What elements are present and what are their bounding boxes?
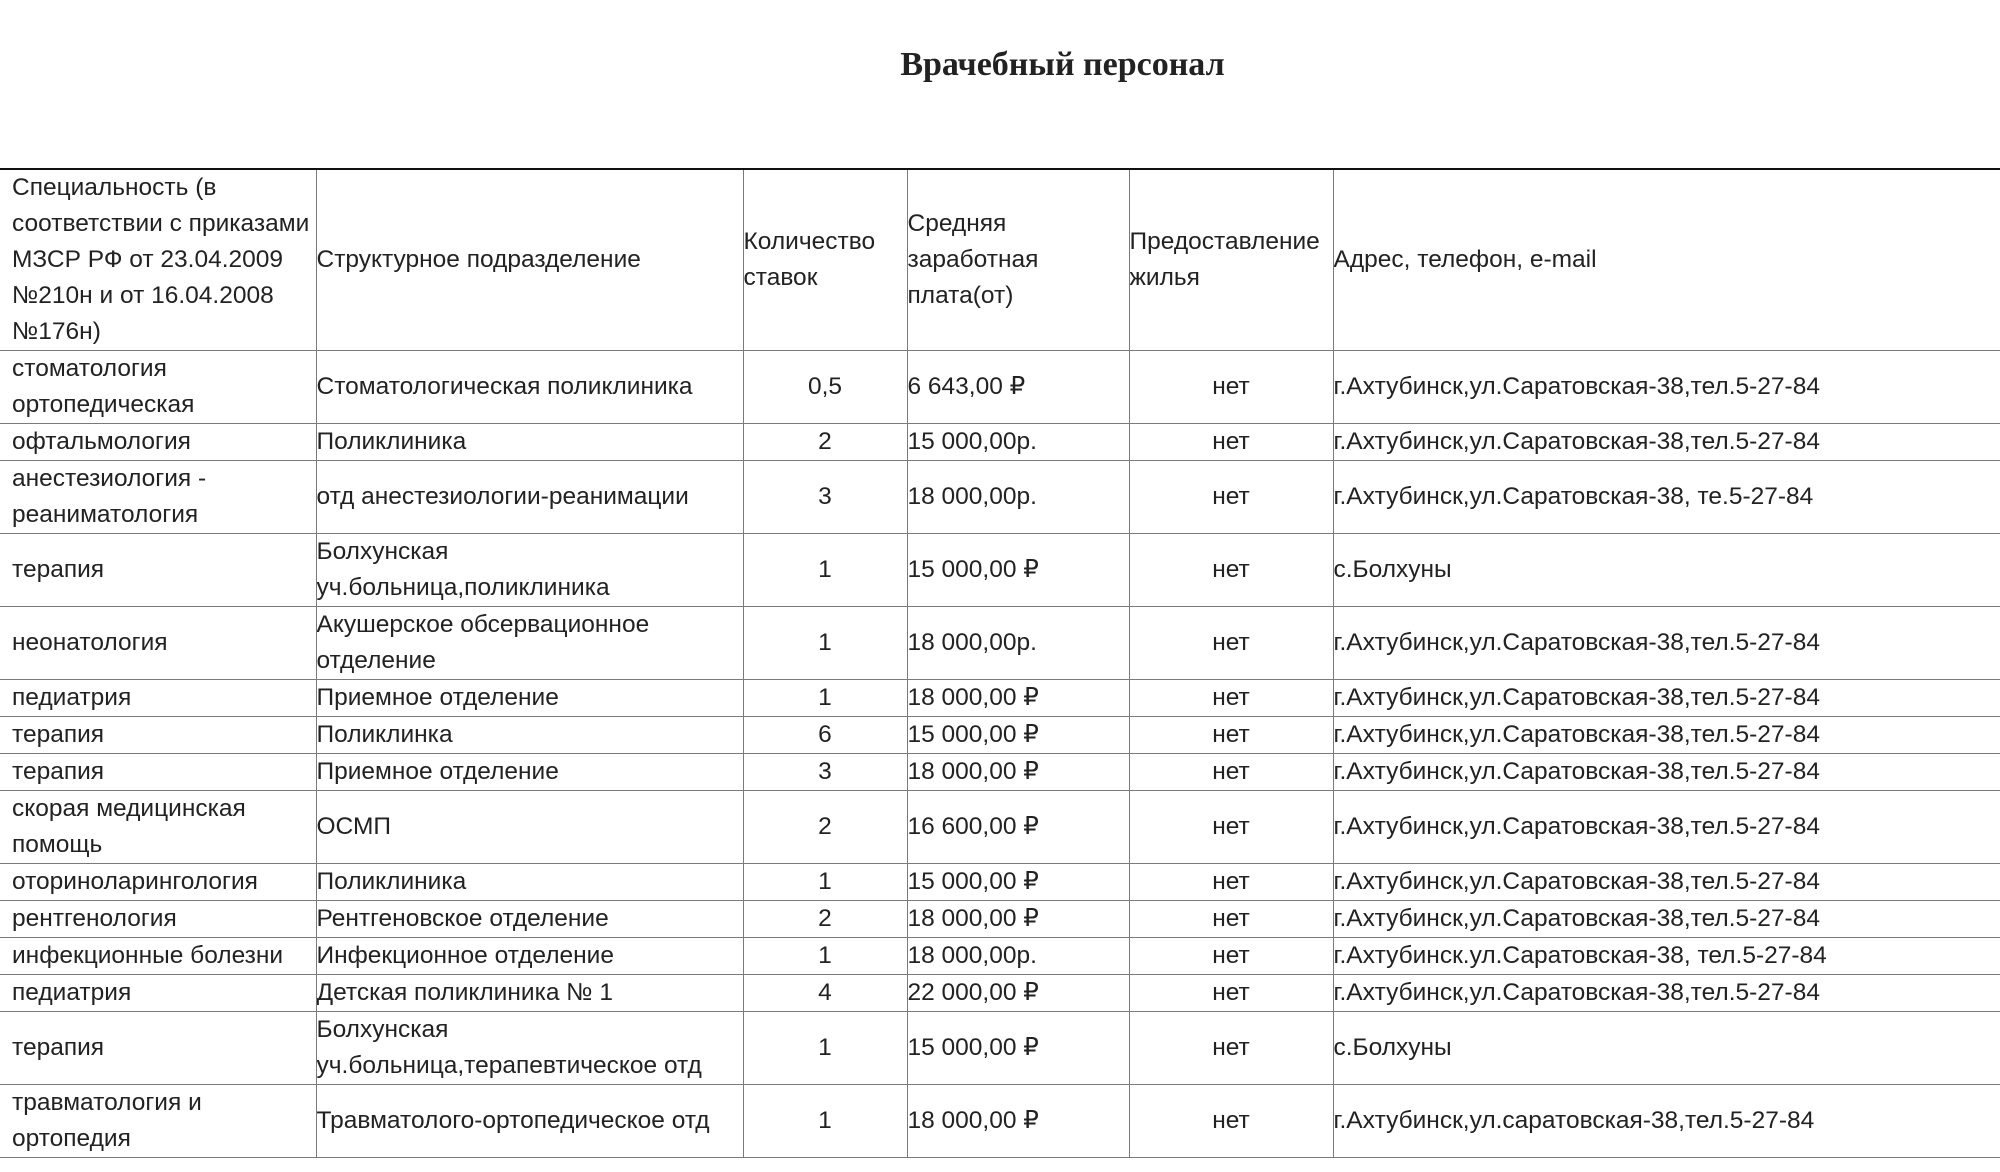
page-title: Врачебный персонал <box>900 46 1225 83</box>
table-row <box>0 1085 2000 1158</box>
cell-housing: нет <box>1129 754 1333 791</box>
cell-specialty: оториноларингология <box>0 864 316 901</box>
cell-housing: нет <box>1129 534 1333 607</box>
table-row <box>0 534 2000 607</box>
cell-housing: нет <box>1129 717 1333 754</box>
cell-salary: 18 000,00 ₽ <box>907 901 1129 938</box>
cell-department: ОСМП <box>316 791 743 864</box>
cell-salary: 18 000,00 ₽ <box>907 680 1129 717</box>
cell-department: Поликлиника <box>316 424 743 461</box>
cell-salary: 15 000,00 ₽ <box>907 1012 1129 1085</box>
cell-rates: 2 <box>743 424 907 461</box>
cell-salary: 15 000,00 ₽ <box>907 717 1129 754</box>
cell-specialty: скорая медицинская помощь <box>0 791 316 864</box>
cell-housing: нет <box>1129 607 1333 680</box>
header-rates: Количество ставок <box>743 169 907 351</box>
cell-contacts: г.Ахтубинск,ул.Саратовская-38,тел.5-27-84 <box>1333 680 2000 717</box>
cell-housing: нет <box>1129 680 1333 717</box>
cell-contacts: с.Болхуны <box>1333 534 2000 607</box>
cell-department: Приемное отделение <box>316 754 743 791</box>
cell-contacts: г.Ахтубинск,ул.Саратовская-38,тел.5-27-84 <box>1333 901 2000 938</box>
cell-salary: 18 000,00 ₽ <box>907 1085 1129 1158</box>
cell-rates: 2 <box>743 791 907 864</box>
cell-department: Инфекционное отделение <box>316 938 743 975</box>
table-row <box>0 754 2000 791</box>
cell-salary: 22 000,00 ₽ <box>907 975 1129 1012</box>
cell-contacts: г.Ахтубинск,ул.Саратовская-38,тел.5-27-84 <box>1333 975 2000 1012</box>
cell-rates: 1 <box>743 680 907 717</box>
cell-housing: нет <box>1129 1012 1333 1085</box>
table-row <box>0 864 2000 901</box>
cell-specialty: терапия <box>0 534 316 607</box>
table-row <box>0 717 2000 754</box>
header-contacts: Адрес, телефон, e-mail <box>1333 169 2000 351</box>
cell-rates: 1 <box>743 1012 907 1085</box>
table-row <box>0 461 2000 534</box>
table-row <box>0 424 2000 461</box>
table-row <box>0 975 2000 1012</box>
table-row <box>0 938 2000 975</box>
cell-salary: 15 000,00 ₽ <box>907 534 1129 607</box>
cell-specialty: анестезиология - реаниматология <box>0 461 316 534</box>
cell-specialty: неонатология <box>0 607 316 680</box>
staff-table <box>0 168 2000 1158</box>
cell-housing: нет <box>1129 424 1333 461</box>
cell-contacts: г.Ахтубинск.ул.Саратовская-38, тел.5-27-84 <box>1333 938 2000 975</box>
cell-salary: 6 643,00 ₽ <box>907 351 1129 424</box>
cell-salary: 15 000,00р. <box>907 424 1129 461</box>
cell-contacts: г.Ахтубинск,ул.Саратовская-38,тел.5-27-84 <box>1333 864 2000 901</box>
cell-rates: 1 <box>743 534 907 607</box>
cell-contacts: г.Ахтубинск,ул.Саратовская-38,тел.5-27-84 <box>1333 351 2000 424</box>
cell-housing: нет <box>1129 975 1333 1012</box>
cell-department: Детская поликлиника № 1 <box>316 975 743 1012</box>
cell-rates: 1 <box>743 607 907 680</box>
cell-specialty: педиатрия <box>0 680 316 717</box>
cell-salary: 18 000,00 ₽ <box>907 754 1129 791</box>
cell-housing: нет <box>1129 791 1333 864</box>
cell-department: Поликлиника <box>316 864 743 901</box>
cell-contacts: г.Ахтубинск,ул.саратовская-38,тел.5-27-84 <box>1333 1085 2000 1158</box>
cell-rates: 3 <box>743 461 907 534</box>
cell-rates: 4 <box>743 975 907 1012</box>
cell-department: Болхунская уч.больница,терапевтическое отд <box>316 1012 743 1085</box>
cell-department: отд анестезиологии-реанимации <box>316 461 743 534</box>
header-housing: Предоставление жилья <box>1129 169 1333 351</box>
cell-rates: 3 <box>743 754 907 791</box>
cell-specialty: терапия <box>0 717 316 754</box>
cell-department: Болхунская уч.больница,поликлиника <box>316 534 743 607</box>
table-row <box>0 901 2000 938</box>
cell-rates: 1 <box>743 1085 907 1158</box>
cell-department: Приемное отделение <box>316 680 743 717</box>
cell-department: Акушерское обсервационное отделение <box>316 607 743 680</box>
cell-specialty: стоматология ортопедическая <box>0 351 316 424</box>
cell-salary: 18 000,00р. <box>907 461 1129 534</box>
cell-contacts: г.Ахтубинск,ул.Саратовская-38,тел.5-27-84 <box>1333 791 2000 864</box>
cell-contacts: г.Ахтубинск,ул.Саратовская-38,тел.5-27-84 <box>1333 424 2000 461</box>
cell-contacts: г.Ахтубинск,ул.Саратовская-38,тел.5-27-84 <box>1333 717 2000 754</box>
cell-department: Травматолого-ортопедическое отд <box>316 1085 743 1158</box>
cell-housing: нет <box>1129 1085 1333 1158</box>
cell-salary: 16 600,00 ₽ <box>907 791 1129 864</box>
cell-department: Рентгеновское отделение <box>316 901 743 938</box>
cell-rates: 6 <box>743 717 907 754</box>
cell-contacts: г.Ахтубинск,ул.Саратовская-38,тел.5-27-84 <box>1333 754 2000 791</box>
cell-specialty: офтальмология <box>0 424 316 461</box>
cell-specialty: инфекционные болезни <box>0 938 316 975</box>
cell-department: Поликлинка <box>316 717 743 754</box>
cell-specialty: терапия <box>0 1012 316 1085</box>
cell-contacts: г.Ахтубинск,ул.Саратовская-38, те.5-27-84 <box>1333 461 2000 534</box>
cell-salary: 18 000,00р. <box>907 607 1129 680</box>
cell-housing: нет <box>1129 901 1333 938</box>
table-row <box>0 680 2000 717</box>
cell-contacts: с.Болхуны <box>1333 1012 2000 1085</box>
cell-housing: нет <box>1129 864 1333 901</box>
header-salary: Средняя заработная плата(от) <box>907 169 1129 351</box>
cell-department: Стоматологическая поликлиника <box>316 351 743 424</box>
table-row <box>0 607 2000 680</box>
cell-specialty: терапия <box>0 754 316 791</box>
cell-rates: 1 <box>743 864 907 901</box>
cell-salary: 15 000,00 ₽ <box>907 864 1129 901</box>
cell-specialty: травматология и ортопедия <box>0 1085 316 1158</box>
cell-housing: нет <box>1129 351 1333 424</box>
header-specialty: Специальность (в соответствии с приказами МЗСР РФ от 23.04.2009 №210н и от 16.04.2008 №176н) <box>0 169 316 351</box>
table-row <box>0 351 2000 424</box>
table-row <box>0 791 2000 864</box>
header-department: Структурное подразделение <box>316 169 743 351</box>
cell-specialty: педиатрия <box>0 975 316 1012</box>
cell-salary: 18 000,00р. <box>907 938 1129 975</box>
cell-housing: нет <box>1129 938 1333 975</box>
cell-rates: 2 <box>743 901 907 938</box>
cell-specialty: рентгенология <box>0 901 316 938</box>
cell-housing: нет <box>1129 461 1333 534</box>
table-row <box>0 1012 2000 1085</box>
cell-rates: 0,5 <box>743 351 907 424</box>
cell-contacts: г.Ахтубинск,ул.Саратовская-38,тел.5-27-84 <box>1333 607 2000 680</box>
table-header-row <box>0 169 2000 351</box>
cell-rates: 1 <box>743 938 907 975</box>
